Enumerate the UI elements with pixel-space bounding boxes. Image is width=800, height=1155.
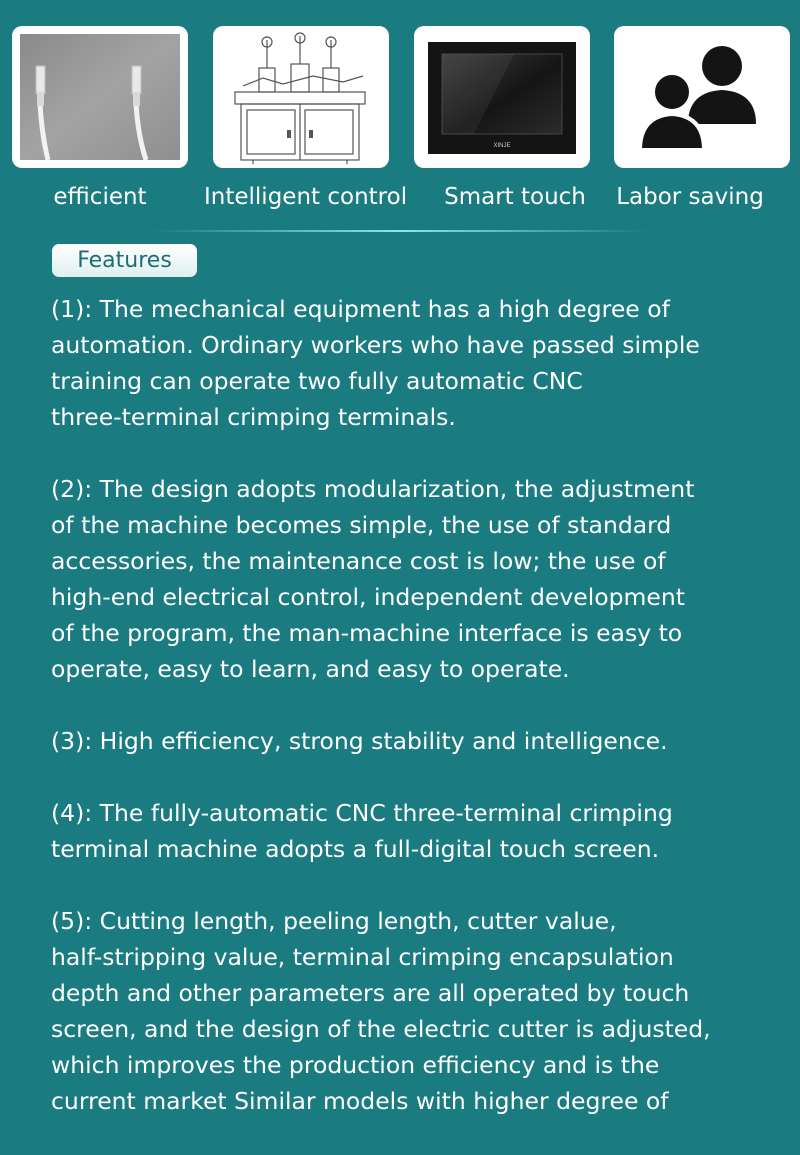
card-intelligent-control <box>213 26 389 168</box>
feature-captions <box>12 178 790 218</box>
card-labor-saving <box>614 26 790 168</box>
people-icon <box>614 26 790 168</box>
features-heading: Features <box>52 244 197 277</box>
caption-intelligent-control: Intelligent control <box>204 184 408 210</box>
card-efficient <box>12 26 188 168</box>
card-smart-touch <box>414 26 590 168</box>
touch-screen-icon <box>414 26 590 168</box>
feature-icon-row <box>12 26 790 168</box>
wire-terminal-photo-icon <box>12 26 188 168</box>
caption-labor-saving: Labor saving <box>616 184 764 210</box>
features-body <box>51 291 791 1155</box>
feature-paragraph-4: (4): The fully-automatic CNC three-terminal crimping terminal machine adopts a full-digital touch screen. <box>51 799 673 863</box>
feature-paragraph-3: (3): High efficiency, strong stability and intelligence. <box>51 727 668 755</box>
divider <box>150 230 650 232</box>
caption-efficient: efficient <box>53 184 147 210</box>
crimping-machine-icon <box>213 26 389 168</box>
screen-brand-label: XINJE <box>493 143 511 149</box>
feature-paragraph-2: (2): The design adopts modularization, the adjustment of the machine becomes simple, the use of standard accessories, the maintenance cost is low; the use of high-end electrical control, independent development of the program, the man-machine interface is easy to operate, easy to learn, and easy to operate. <box>51 475 695 683</box>
feature-paragraph-1: (1): The mechanical equipment has a high degree of automation. Ordinary workers who have passed simple training can operate two fully automatic CNC three-terminal crimping terminals. <box>51 295 700 431</box>
feature-paragraph-5: (5): Cutting length, peeling length, cutter value, half-stripping value, terminal crimping encapsulation depth and other parameters are all operated by touch screen, and the design of the electric cutter is adjusted, which improves the production efficiency and is the current market Similar models with higher degree of <box>51 907 711 1115</box>
caption-smart-touch: Smart touch <box>444 184 586 210</box>
